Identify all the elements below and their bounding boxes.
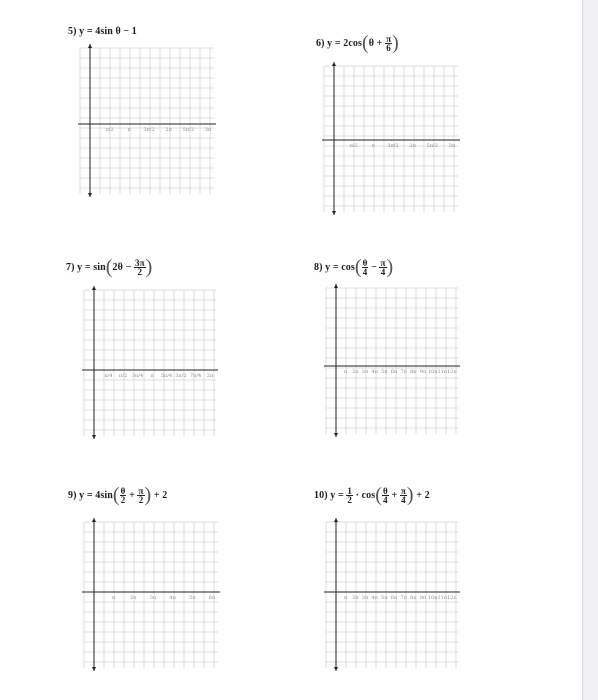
x-tick-label: 5π/2 bbox=[426, 143, 439, 149]
x-tick-label: π/4 bbox=[104, 373, 113, 379]
equation-text: · cos bbox=[355, 489, 376, 501]
equation-text: y = cos bbox=[325, 261, 355, 273]
x-tick-label: 5π/2 bbox=[182, 127, 195, 133]
x-tick-label: 3π bbox=[361, 369, 369, 375]
fraction: $\frac{\pi}{2}$ bbox=[138, 486, 144, 505]
axis-arrow bbox=[334, 284, 338, 288]
equation-text: y = 4sin θ − 1 bbox=[79, 26, 137, 37]
x-tick-label: 9π bbox=[419, 369, 427, 375]
problem-9-equation: 9) y = 4sin( $\frac{\theta}{2}$ + $\frac{\pi}{2}$ ) + 2 bbox=[68, 484, 168, 506]
equation-text: y = 2cos bbox=[327, 37, 362, 49]
x-tick-label: 7π bbox=[400, 369, 407, 375]
x-tick-label: 4π bbox=[371, 595, 378, 601]
fraction: $\frac{\theta}{4}$ bbox=[383, 486, 388, 505]
fraction: $\frac{\pi}{4}$ bbox=[400, 486, 406, 505]
axis-arrow bbox=[334, 433, 338, 437]
fraction: $\frac{\theta}{2}$ bbox=[120, 486, 126, 505]
coordinate-grid bbox=[82, 286, 220, 440]
x-tick-label: 3π bbox=[149, 595, 157, 601]
x-tick-label: 5π bbox=[189, 595, 196, 601]
x-tick-label: 3π/2 bbox=[143, 127, 155, 133]
x-tick-label: 11π bbox=[437, 369, 448, 375]
x-tick-label: π bbox=[371, 143, 375, 149]
coordinate-grid bbox=[322, 62, 462, 216]
problem-10-graph bbox=[324, 518, 462, 672]
x-tick-label: 10π bbox=[427, 595, 438, 601]
x-tick-label: π bbox=[344, 369, 348, 375]
x-tick-label: π bbox=[127, 127, 131, 133]
x-tick-label: 3π bbox=[204, 127, 212, 133]
axis-arrow bbox=[92, 667, 96, 671]
operator: − bbox=[371, 261, 377, 273]
x-tick-label: 3π bbox=[448, 143, 456, 149]
axis-arrow bbox=[88, 44, 92, 48]
fraction: $\frac{1}{2}$ bbox=[347, 486, 352, 505]
equation-tail: + 2 bbox=[153, 489, 168, 501]
x-tick-label: 4π bbox=[371, 369, 378, 375]
fraction: $\frac{\pi}{4}$ bbox=[380, 258, 386, 277]
x-tick-label: 6π bbox=[390, 595, 398, 601]
x-tick-label: 3π/2 bbox=[387, 143, 399, 149]
problem-number: 7) bbox=[66, 261, 75, 273]
problem-10-equation: 10) y = $\frac{1}{2}$ · cos( $\frac{\theta}{4}$ + $\frac{\pi}{4}$ ) + 2 bbox=[314, 484, 430, 506]
axis-arrow bbox=[92, 518, 96, 522]
problem-6-graph bbox=[322, 62, 462, 216]
axis-arrow bbox=[92, 435, 96, 439]
x-tick-label: 5π/4 bbox=[160, 373, 173, 379]
x-tick-label: 6π bbox=[208, 595, 216, 601]
x-tick-label: 2π bbox=[409, 143, 416, 149]
problem-number: 5) bbox=[68, 26, 77, 37]
x-tick-label: 2π bbox=[206, 373, 214, 379]
equation-inner: 2θ − bbox=[112, 261, 132, 273]
x-tick-label: 4π bbox=[169, 595, 176, 601]
operator: + bbox=[391, 489, 398, 501]
problem-number: 10) bbox=[314, 489, 328, 501]
x-tick-label: 12π bbox=[447, 369, 457, 375]
viewer-edge bbox=[588, 0, 598, 700]
x-tick-label: 2π bbox=[130, 595, 137, 601]
x-tick-label: π bbox=[150, 373, 154, 379]
problem-number: 6) bbox=[316, 37, 325, 49]
x-tick-label: π/2 bbox=[118, 373, 128, 379]
problem-number: 8) bbox=[314, 261, 323, 273]
axis-arrow bbox=[92, 286, 96, 290]
problem-6-equation: 6) y = 2cos(θ + $\frac{\pi}{6}$ ) bbox=[316, 32, 399, 54]
x-tick-label: π/2 bbox=[105, 127, 114, 133]
x-tick-label: 9π bbox=[419, 595, 427, 601]
x-tick-label: 3π/4 bbox=[131, 373, 144, 379]
x-tick-label: π bbox=[112, 595, 116, 601]
coordinate-grid bbox=[324, 518, 462, 672]
coordinate-grid bbox=[78, 44, 218, 198]
x-tick-label: 2π bbox=[352, 595, 359, 601]
x-tick-label: 2π bbox=[165, 127, 172, 133]
x-tick-label: π bbox=[344, 595, 348, 601]
coordinate-grid bbox=[82, 518, 222, 672]
coordinate-grid bbox=[324, 284, 462, 438]
x-tick-label: 3π bbox=[361, 595, 369, 601]
problem-7-graph bbox=[82, 286, 220, 440]
problem-7-equation: 7) y = sin(2θ − $\frac{3\pi}{2}$ ) bbox=[66, 256, 153, 278]
equation-text: y = 4sin bbox=[79, 489, 113, 501]
x-tick-label: 8π bbox=[410, 369, 417, 375]
operator: + bbox=[129, 489, 135, 501]
x-tick-label: 2π bbox=[352, 369, 359, 375]
problem-5-graph bbox=[78, 44, 218, 198]
x-tick-label: 7π bbox=[400, 595, 407, 601]
problem-5-equation bbox=[68, 26, 137, 37]
problem-8-equation: 8) y = cos( $\frac{\theta}{4}$ − $\frac{\pi}{4}$ ) bbox=[314, 256, 394, 278]
axis-arrow bbox=[334, 518, 338, 522]
x-tick-label: 8π bbox=[410, 595, 417, 601]
equation-tail: + 2 bbox=[416, 489, 430, 501]
x-tick-label: 5π bbox=[381, 369, 388, 375]
x-tick-label: 3π/2 bbox=[175, 373, 187, 379]
equation-text: y = sin bbox=[77, 261, 106, 273]
fraction: $\frac{\pi}{6}$ bbox=[386, 34, 392, 53]
problem-number: 9) bbox=[68, 489, 77, 501]
equation-inner: θ + bbox=[368, 37, 383, 49]
axis-arrow bbox=[332, 62, 336, 66]
problem-8-graph bbox=[324, 284, 462, 438]
axis-arrow bbox=[88, 193, 92, 197]
x-tick-label: 6π bbox=[390, 369, 398, 375]
x-tick-label: 7π/4 bbox=[189, 373, 202, 379]
x-tick-label: 10π bbox=[427, 369, 438, 375]
problem-9-graph bbox=[82, 518, 222, 672]
x-tick-label: 12π bbox=[447, 595, 457, 601]
axis-arrow bbox=[332, 211, 336, 215]
fraction: $\frac{\theta}{4}$ bbox=[362, 258, 368, 277]
x-tick-label: 11π bbox=[437, 595, 448, 601]
x-tick-label: π/2 bbox=[349, 143, 358, 149]
fraction: $\frac{3\pi}{2}$ bbox=[134, 258, 145, 277]
x-tick-label: 5π bbox=[381, 595, 388, 601]
equation-text: y = bbox=[330, 489, 344, 501]
axis-arrow bbox=[334, 667, 338, 671]
